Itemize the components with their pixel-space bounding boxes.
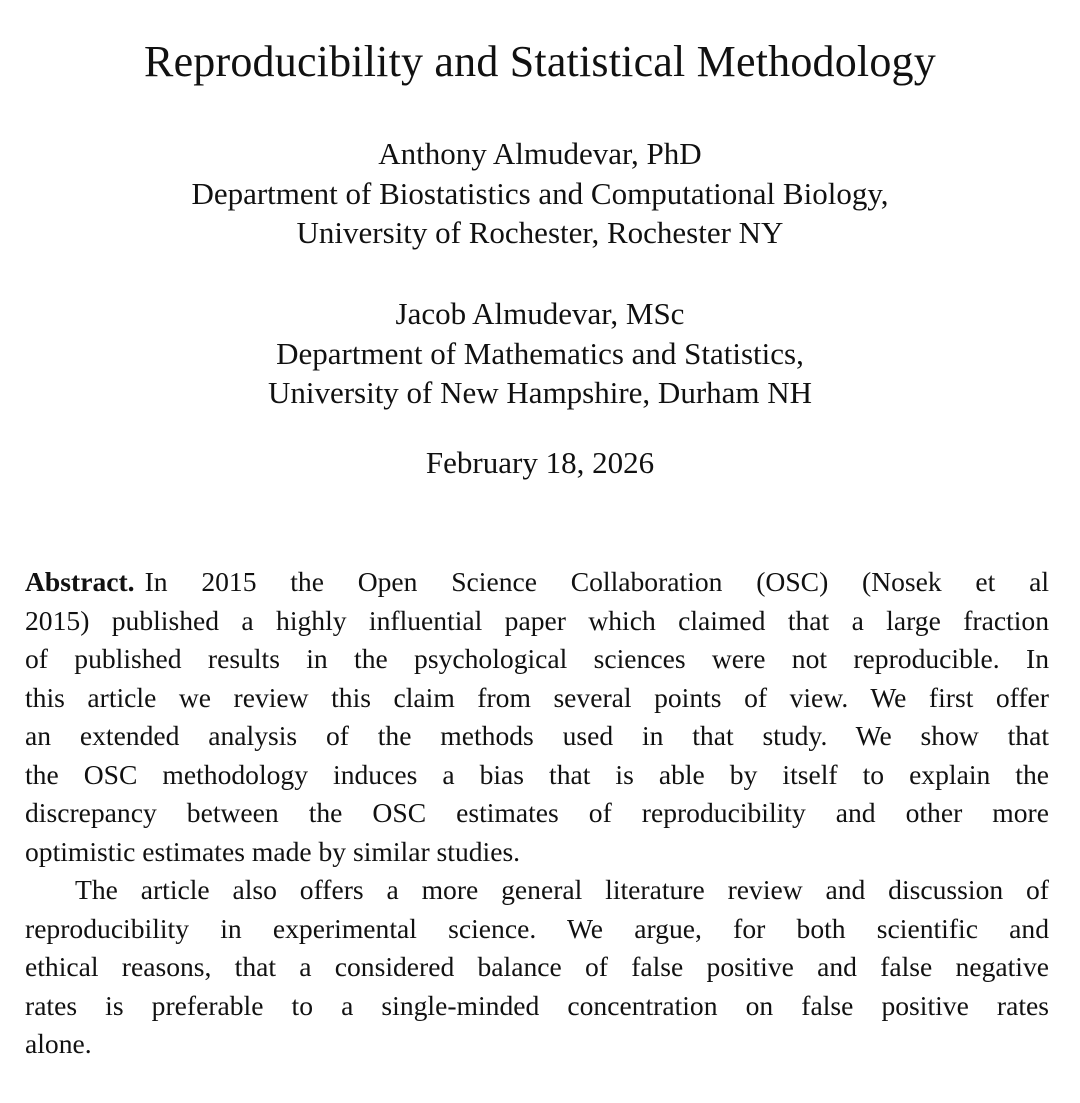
paper-title: Reproducibility and Statistical Methodology: [144, 37, 936, 86]
abstract-line: the OSC methodology induces a bias that is able by itself to explain the: [25, 758, 1049, 790]
abstract-paragraph-2: [25, 871, 1049, 1064]
abstract-paragraph-1: [25, 563, 1049, 871]
abstract-line: alone.: [25, 1028, 92, 1059]
abstract-heading: Abstract.: [25, 566, 135, 597]
author-department: Department of Biostatistics and Computational Biology,: [191, 175, 889, 211]
abstract-line: rates is preferable to a single-minded concentration on false positive rates: [25, 989, 1049, 1021]
author-institution: University of Rochester, Rochester NY: [296, 215, 784, 250]
abstract-line: discrepancy between the OSC estimates of reproducibility and other more: [25, 797, 1049, 828]
abstract-line: [25, 563, 1049, 602]
author-name: Anthony Almudevar, PhD: [378, 136, 702, 171]
abstract-line-text: In 2015 the Open Science Collaboration (OSC) (Nosek et al: [144, 566, 1049, 597]
paper-date: February 18, 2026: [425, 445, 655, 480]
abstract-line: optimistic estimates made by similar studies.: [25, 835, 521, 867]
author-department: Department of Mathematics and Statistics,: [276, 335, 804, 371]
abstract-line: this article we review this claim from several points of view. We first offer: [25, 681, 1049, 713]
abstract-line: ethical reasons, that a considered balance of false positive and false negative: [25, 951, 1049, 982]
author-block-2: [0, 294, 1080, 413]
author-block-1: [0, 134, 1080, 253]
abstract-line: The article also offers a more general literature review and discussion of: [75, 874, 1049, 905]
abstract-line: of published results in the psychological sciences were not reproducible. In: [25, 643, 1049, 674]
abstract: [25, 563, 1049, 1064]
author-name: Jacob Almudevar, MSc: [395, 296, 685, 331]
abstract-line: 2015) published a highly influential paper which claimed that a large fraction: [25, 604, 1049, 636]
author-institution: University of New Hampshire, Durham NH: [267, 375, 813, 410]
abstract-line: reproducibility in experimental science. We argue, for both scientific and: [25, 912, 1049, 944]
abstract-line: an extended analysis of the methods used in that study. We show that: [25, 720, 1049, 751]
